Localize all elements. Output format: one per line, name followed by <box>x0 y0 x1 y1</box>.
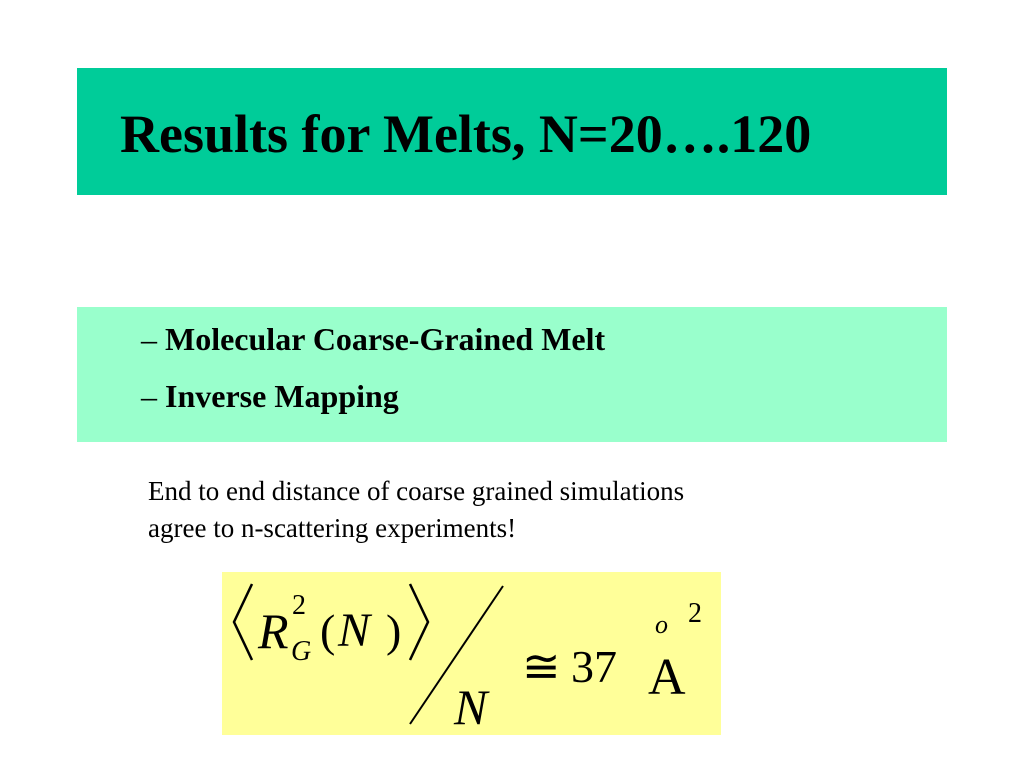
superscript-two: 2 <box>292 590 306 621</box>
right-angle-bracket <box>410 584 428 660</box>
bullet-text: Inverse Mapping <box>165 378 399 414</box>
bullet-panel <box>77 307 947 442</box>
bullet-text: Molecular Coarse-Grained Melt <box>165 321 606 357</box>
subscript-g: G <box>291 636 312 667</box>
formula-box <box>222 572 721 735</box>
result-note-line-2: agree to n-scattering experiments! <box>148 513 517 543</box>
approx-symbol: ≅ <box>522 641 561 692</box>
title-banner <box>77 68 947 195</box>
denominator-n: N <box>454 679 488 735</box>
result-note-line-1: End to end distance of coarse grained simulations <box>148 476 685 506</box>
bullet-dash: – <box>141 378 157 414</box>
angstrom-unit: A <box>648 649 686 706</box>
open-paren: ( <box>320 605 336 656</box>
close-paren: ) <box>386 605 402 656</box>
unit-power-two: 2 <box>688 598 702 629</box>
formula-graphic <box>222 572 721 735</box>
angstrom-ring: o <box>655 610 668 639</box>
symbol-r: R <box>258 603 289 659</box>
variable-n: N <box>338 604 371 657</box>
bullet-item-inverse-mapping <box>141 376 399 416</box>
bullet-item-coarse-grained-melt <box>141 319 605 359</box>
left-angle-bracket <box>234 584 252 660</box>
result-note <box>148 473 868 547</box>
bullet-dash: – <box>141 321 157 357</box>
value-37: 37 <box>571 641 617 692</box>
slide-title: Results for Melts, N=20….120 <box>120 104 812 164</box>
